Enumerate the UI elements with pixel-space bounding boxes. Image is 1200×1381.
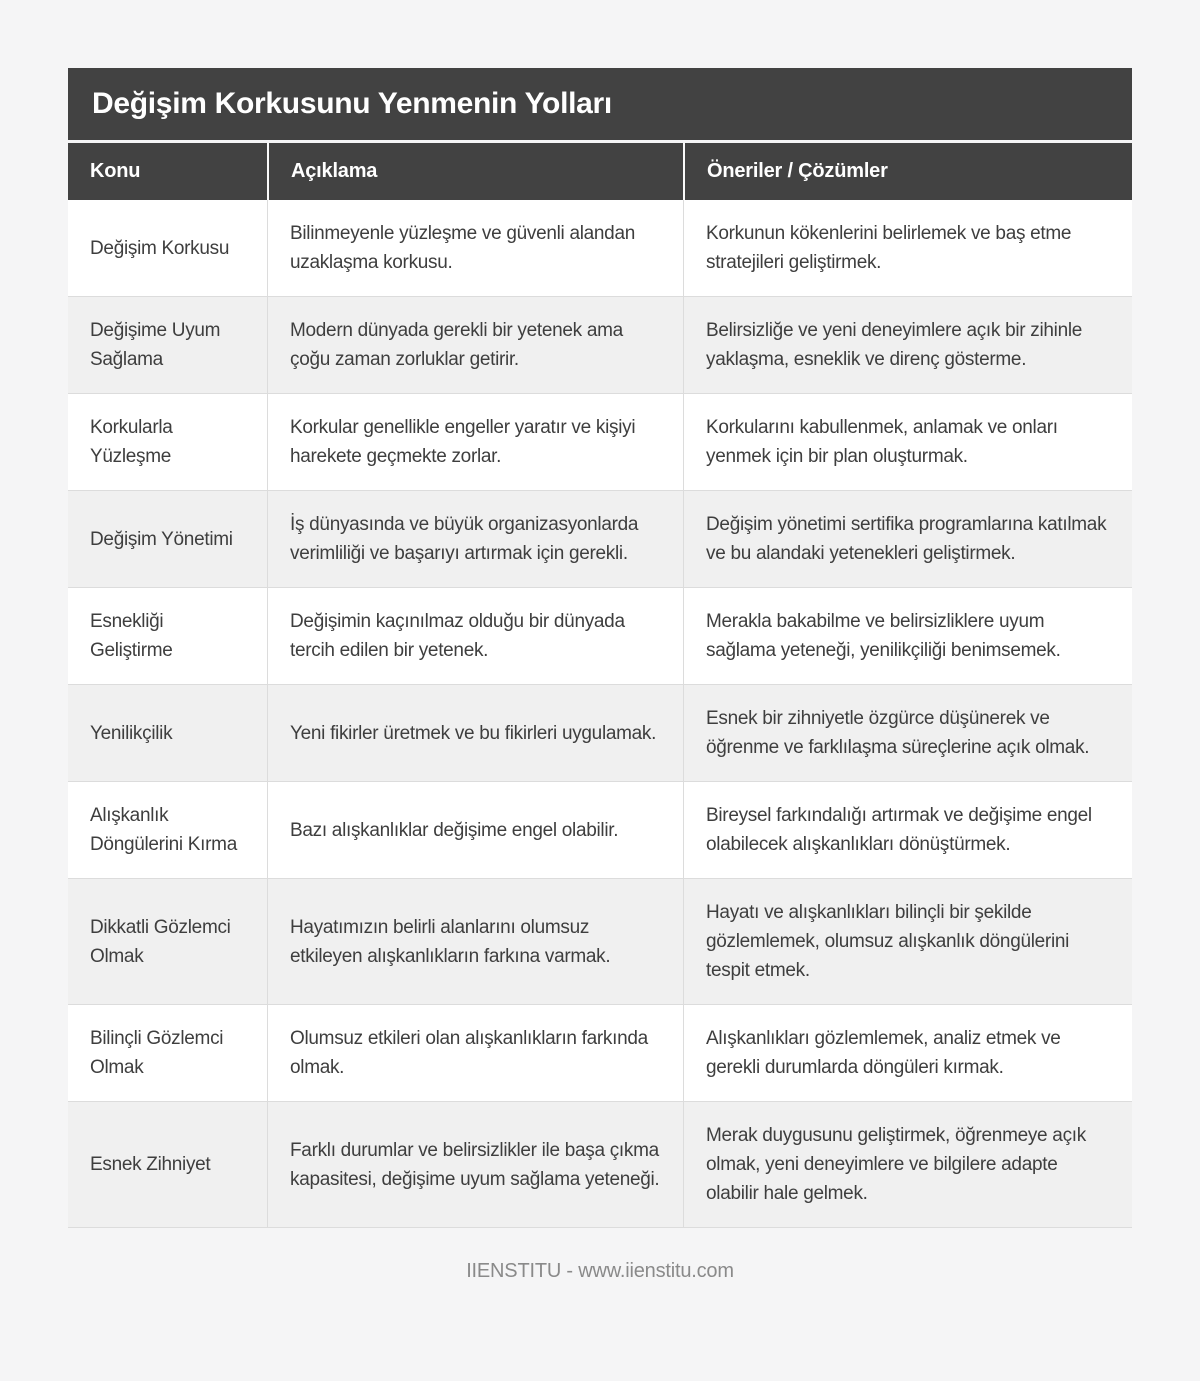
cell-suggestions: Değişim yönetimi sertifika programlarına katılmak ve bu alandaki yetenekleri geliştirmek. [683, 491, 1132, 587]
cell-topic: Yenilikçilik [90, 722, 173, 744]
column-header-konu: Konu [68, 143, 267, 200]
page-title: Değişim Korkusunu Yenmenin Yolları [92, 87, 612, 120]
table-row [68, 878, 1132, 1004]
cell-suggestions: Bireysel farkındalığı artırmak ve değişime engel olabilecek alışkanlıkları dönüştürmek. [683, 782, 1132, 878]
cell-topic: Değişim Korkusu [90, 237, 230, 259]
table-header-row [68, 143, 1132, 200]
table-body [68, 200, 1132, 1228]
cell-suggestions: Hayatı ve alışkanlıkları bilinçli bir şekilde gözlemlemek, olumsuz alışkanlık döngülerini tespit etmek. [683, 879, 1132, 1004]
column-header-aciklama: Açıklama [267, 143, 683, 200]
cell-description: Değişimin kaçınılmaz olduğu bir dünyada tercih edilen bir yetenek. [267, 588, 683, 684]
cell-suggestions: Belirsizliğe ve yeni deneyimlere açık bir zihinle yaklaşma, esneklik ve direnç gösterme. [683, 297, 1132, 393]
cell-topic: Dikkatli Gözlemci Olmak [90, 916, 231, 967]
footer [0, 1260, 1200, 1333]
cell-description: Modern dünyada gerekli bir yetenek ama çoğu zaman zorluklar getirir. [267, 297, 683, 393]
footer-credit: IIENSTITU - www.iienstitu.com [466, 1260, 734, 1282]
cell-topic: Esnekliği Geliştirme [90, 611, 173, 661]
cell-topic: Bilinçli Gözlemci Olmak [90, 1028, 224, 1078]
cell-suggestions: Merak duygusunu geliştirmek, öğrenmeye açık olmak, yeni deneyimlere ve bilgilere adapte olabilir hale gelmek. [683, 1102, 1132, 1227]
table-row [68, 200, 1132, 296]
cell-suggestions: Merakla bakabilme ve belirsizliklere uyum sağlama yeteneği, yenilikçiliği benimsemek. [683, 588, 1132, 684]
cell-description: Hayatımızın belirli alanlarını olumsuz etkileyen alışkanlıkların farkına varmak. [267, 879, 683, 1004]
cell-description: Yeni fikirler üretmek ve bu fikirleri uygulamak. [267, 685, 683, 781]
cell-description: Bazı alışkanlıklar değişime engel olabilir. [267, 782, 683, 878]
cell-suggestions: Esnek bir zihniyetle özgürce düşünerek ve öğrenme ve farklılaşma süreçlerine açık olmak. [683, 685, 1132, 781]
table-row [68, 781, 1132, 878]
table-row [68, 490, 1132, 587]
change-fear-table [68, 68, 1132, 1228]
cell-topic: Korkularla Yüzleşme [90, 417, 173, 467]
table-row [68, 296, 1132, 393]
cell-topic: Değişime Uyum Sağlama [90, 320, 221, 370]
cell-suggestions: Korkunun kökenlerini belirlemek ve baş etme stratejileri geliştirmek. [683, 200, 1132, 296]
cell-topic: Esnek Zihniyet [90, 1154, 211, 1175]
cell-description: Olumsuz etkileri olan alışkanlıkların farkında olmak. [267, 1005, 683, 1101]
table-row [68, 684, 1132, 781]
cell-topic: Değişim Yönetimi [90, 528, 233, 550]
cell-suggestions: Alışkanlıkları gözlemlemek, analiz etmek ve gerekli durumlarda döngüleri kırmak. [683, 1005, 1132, 1101]
cell-topic: Alışkanlık Döngülerini Kırma [90, 805, 237, 855]
cell-description: Bilinmeyenle yüzleşme ve güvenli alandan uzaklaşma korkusu. [267, 200, 683, 296]
table-row [68, 587, 1132, 684]
cell-description: İş dünyasında ve büyük organizasyonlarda verimliliği ve başarıyı artırmak için gerekli. [267, 491, 683, 587]
cell-suggestions: Korkularını kabullenmek, anlamak ve onları yenmek için bir plan oluşturmak. [683, 394, 1132, 490]
table-row [68, 393, 1132, 490]
cell-description: Korkular genellikle engeller yaratır ve kişiyi harekete geçmekte zorlar. [267, 394, 683, 490]
cell-description: Farklı durumlar ve belirsizlikler ile başa çıkma kapasitesi, değişime uyum sağlama yeteneği. [267, 1102, 683, 1227]
title-bar [68, 68, 1132, 140]
table-row [68, 1004, 1132, 1101]
table-row [68, 1101, 1132, 1227]
column-header-oneriler: Öneriler / Çözümler [683, 143, 1132, 200]
